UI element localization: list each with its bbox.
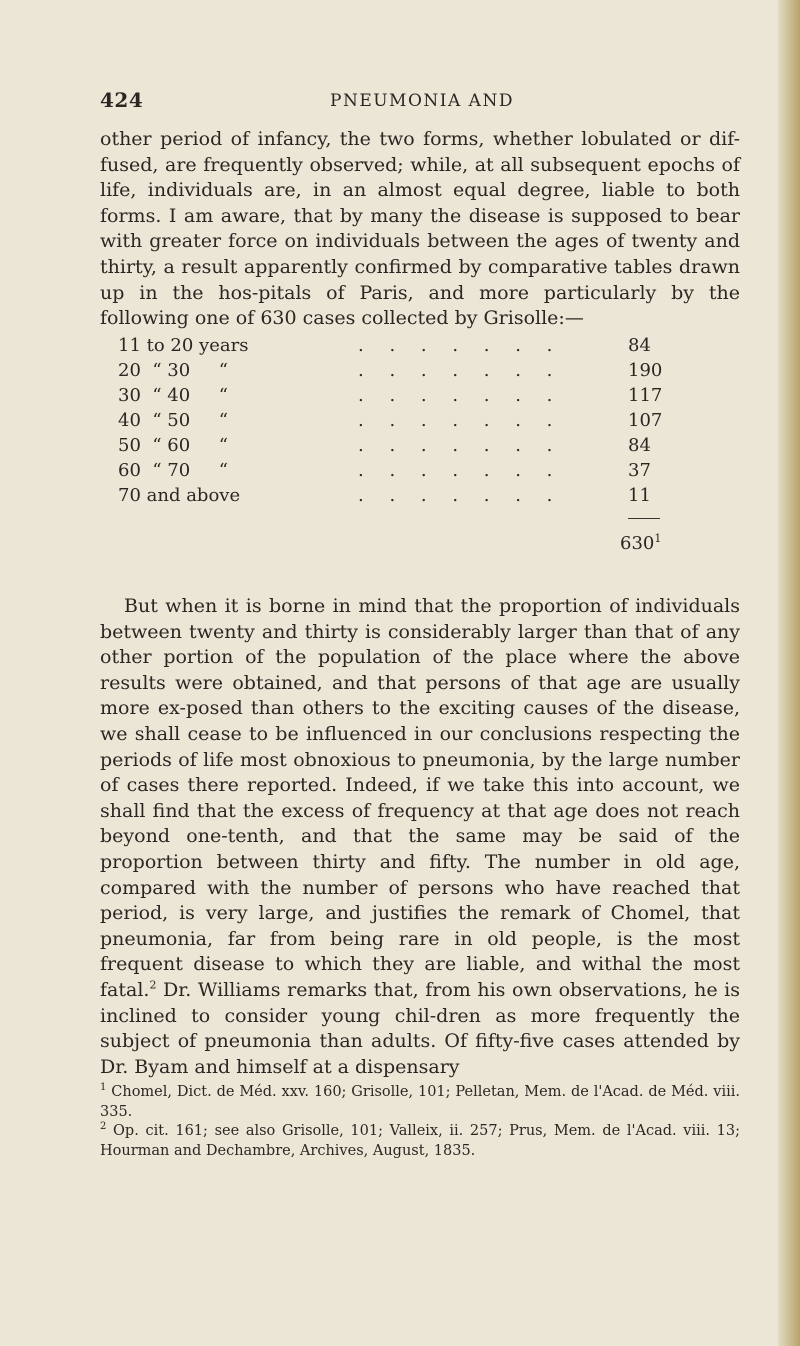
age-range-label: 50 “ 60 “ xyxy=(118,435,228,456)
footnote-text: Chomel, Dict. de Méd. xxv. 160; Grisolle, 101; Pelletan, Mem. de l'Acad. de Méd. viii. 335. xyxy=(100,1084,740,1120)
footnote-mark: 2 xyxy=(149,978,157,992)
age-range-label: 60 “ 70 “ xyxy=(118,460,228,481)
case-count: 84 xyxy=(628,435,651,456)
running-head: PNEUMONIA AND xyxy=(330,91,514,111)
total-rule xyxy=(628,518,660,519)
paragraph-2 xyxy=(100,594,740,1080)
case-count: 117 xyxy=(628,385,663,406)
footnote-1 xyxy=(100,1083,740,1122)
footnote-2 xyxy=(100,1122,740,1161)
dot-leader: . . . . . . . xyxy=(358,460,563,481)
footnote-mark: 1 xyxy=(654,532,662,545)
paragraph-2-continued: Dr. Williams remarks that, from his own observations, he is inclined to consider young chil-dren as more frequently the subject of pneumonia than adults. Of fifty-five cases attended by Dr. Byam and himself at a dispensary xyxy=(100,978,740,1078)
dot-leader: . . . . . . . xyxy=(358,385,563,406)
dot-leader: . . . . . . . xyxy=(358,335,563,356)
age-range-label: 20 “ 30 “ xyxy=(118,360,228,381)
age-range-label: 11 to 20 years xyxy=(118,335,249,356)
paragraph-2-text: But when it is borne in mind that the proportion of individuals between twenty and thirty is considerably larger than that of any other portion of the population of the place where the above results were obtained, and that persons of that age are usually more ex-posed than others to the exciting causes of the disease, we shall cease to be influenced in our conclusions respecting the periods of life most obnoxious to pneumonia, by the large number of cases there reported. Indeed, if we take this into account, we shall find that the excess of frequency at that age does not reach beyond one-tenth, and that the same may be said of the proportion between thirty and fifty. The number in old age, compared with the number of persons who have reached that period, is very large, and justifies the remark of Chomel, that pneumonia, far from being rare in old people, is the most frequent disease to which they are liable, and withal the most fatal. xyxy=(100,595,740,1001)
table-row xyxy=(118,360,688,385)
page-number: 424 xyxy=(100,88,144,112)
case-count: 84 xyxy=(628,335,651,356)
dot-leader: . . . . . . . xyxy=(358,410,563,431)
dot-leader: . . . . . . . xyxy=(358,435,563,456)
table-row xyxy=(118,410,688,435)
age-table xyxy=(118,335,688,510)
page-header xyxy=(100,88,760,118)
dot-leader: . . . . . . . xyxy=(358,485,563,506)
case-count: 11 xyxy=(628,485,651,506)
table-row xyxy=(118,485,688,510)
table-row xyxy=(118,335,688,360)
age-range-label: 70 and above xyxy=(118,485,241,506)
table-total xyxy=(620,533,661,554)
table-row xyxy=(118,385,688,410)
footnotes xyxy=(100,1083,740,1161)
case-count: 37 xyxy=(628,460,651,481)
total-value: 630 xyxy=(620,533,655,554)
footnote-text: Op. cit. 161; see also Grisolle, 101; Valleix, ii. 257; Prus, Mem. de l'Acad. viii. 13; Hourman and Dechambre, Archives, August, 1835. xyxy=(100,1123,740,1159)
paragraph-1: other period of infancy, the two forms, whether lobulated or dif-fused, are frequently observed; while, at all subsequent epochs of life, individuals are, in an almost equal degree, liable to both forms. I am aware, that by many the disease is supposed to bear with greater force on individuals between the ages of twenty and thirty, a result apparently confirmed by comparative tables drawn up in the hos-pitals of Paris, and more particularly by the following one of 630 cases collected by Grisolle:— xyxy=(100,128,740,330)
table-row xyxy=(118,435,688,460)
footnote-mark: 2 xyxy=(100,1121,107,1133)
footnote-mark: 1 xyxy=(100,1082,107,1094)
age-range-label: 40 “ 50 “ xyxy=(118,410,228,431)
dot-leader: . . . . . . . xyxy=(358,360,563,381)
age-range-label: 30 “ 40 “ xyxy=(118,385,228,406)
case-count: 190 xyxy=(628,360,663,381)
case-count: 107 xyxy=(628,410,663,431)
table-row xyxy=(118,460,688,485)
